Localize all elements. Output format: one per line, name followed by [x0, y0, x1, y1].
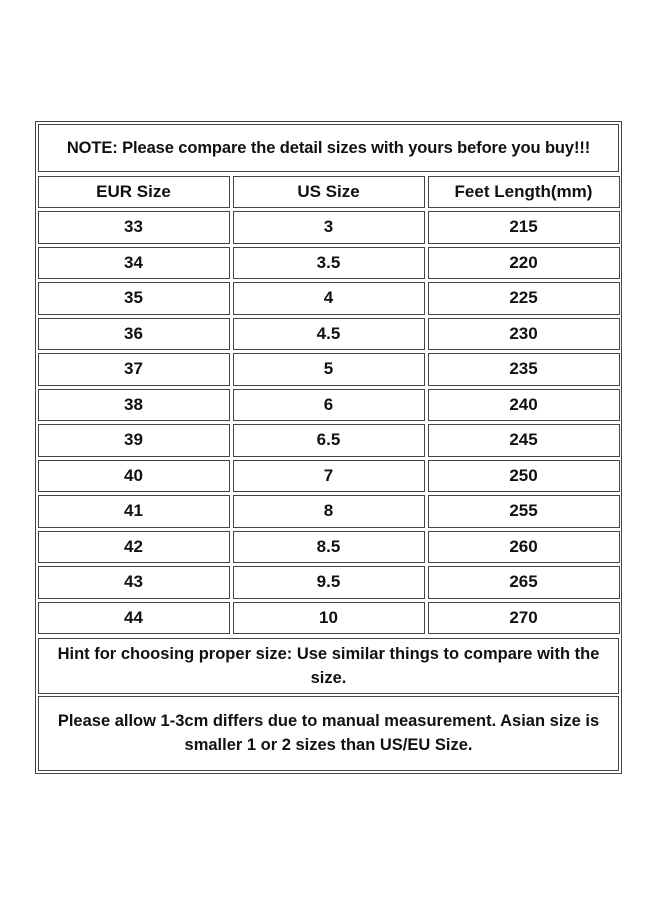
eur-size-cell: 41 [38, 495, 230, 528]
table-row [36, 529, 621, 565]
header-us-size: US Size [233, 176, 425, 209]
eur-size-cell: 35 [38, 282, 230, 315]
eur-size-cell: 34 [38, 247, 230, 280]
us-size-cell: 5 [233, 353, 425, 386]
us-size-cell: 6.5 [233, 424, 425, 457]
us-size-cell: 6 [233, 389, 425, 422]
header-feet-length: Feet Length(mm) [428, 176, 620, 209]
us-size-cell: 10 [233, 602, 425, 635]
table-row [36, 458, 621, 494]
us-size-cell: 4 [233, 282, 425, 315]
table-row [36, 600, 621, 636]
feet-length-cell: 225 [428, 282, 620, 315]
feet-length-cell: 250 [428, 460, 620, 493]
eur-size-cell: 37 [38, 353, 230, 386]
table-row [36, 210, 621, 246]
header-eur-size: EUR Size [38, 176, 230, 209]
table-row [36, 565, 621, 601]
feet-length-cell: 245 [428, 424, 620, 457]
eur-size-cell: 43 [38, 566, 230, 599]
table-row [36, 281, 621, 317]
table-row [36, 316, 621, 352]
size-chart [35, 121, 622, 774]
table-row [36, 245, 621, 281]
feet-length-cell: 230 [428, 318, 620, 351]
table-row [36, 352, 621, 388]
eur-size-cell: 38 [38, 389, 230, 422]
feet-length-cell: 215 [428, 211, 620, 244]
size-table-body [36, 210, 621, 636]
us-size-cell: 7 [233, 460, 425, 493]
eur-size-cell: 33 [38, 211, 230, 244]
feet-length-cell: 240 [428, 389, 620, 422]
feet-length-cell: 265 [428, 566, 620, 599]
feet-length-cell: 270 [428, 602, 620, 635]
eur-size-cell: 39 [38, 424, 230, 457]
hint-text: Hint for choosing proper size: Use similar things to compare with the size. [38, 638, 619, 694]
eur-size-cell: 44 [38, 602, 230, 635]
eur-size-cell: 42 [38, 531, 230, 564]
feet-length-cell: 220 [428, 247, 620, 280]
feet-length-cell: 235 [428, 353, 620, 386]
us-size-cell: 8.5 [233, 531, 425, 564]
us-size-cell: 9.5 [233, 566, 425, 599]
note-text: NOTE: Please compare the detail sizes with yours before you buy!!! [38, 124, 619, 172]
us-size-cell: 4.5 [233, 318, 425, 351]
us-size-cell: 3.5 [233, 247, 425, 280]
feet-length-cell: 255 [428, 495, 620, 528]
table-row [36, 423, 621, 459]
us-size-cell: 8 [233, 495, 425, 528]
feet-length-cell: 260 [428, 531, 620, 564]
table-row [36, 387, 621, 423]
measurement-note: Please allow 1-3cm differs due to manual measurement. Asian size is smaller 1 or 2 sizes than US/EU Size. [38, 696, 619, 771]
eur-size-cell: 36 [38, 318, 230, 351]
eur-size-cell: 40 [38, 460, 230, 493]
us-size-cell: 3 [233, 211, 425, 244]
table-row [36, 494, 621, 530]
table-header-row [36, 174, 621, 210]
